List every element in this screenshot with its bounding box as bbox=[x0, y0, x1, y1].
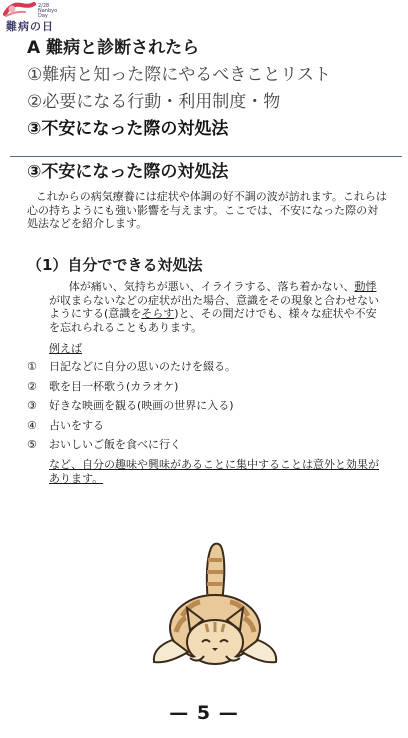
example-label: 例えば bbox=[49, 342, 82, 355]
body-text-part: )と、その間だけでも、様々な症状や不安を忘れられることもあります。 bbox=[49, 307, 377, 334]
toc-heading: A 難病と診断されたら bbox=[27, 38, 200, 58]
toc-item-coping[interactable]: ③不安になった際の対処法 bbox=[27, 119, 229, 139]
body-text-part: 体が痛い、気持ちが悪い、イライラする、落ち着かない、 bbox=[68, 280, 355, 293]
list-number: ③ bbox=[27, 399, 37, 412]
table-of-contents bbox=[27, 36, 331, 144]
list-number: ⑤ bbox=[27, 438, 37, 451]
logo-badge-icon bbox=[3, 2, 37, 18]
cat-illustration-icon bbox=[150, 540, 280, 672]
section-intro: これからの病気療養には症状や体調の好不調の波が訪れます。これらは心の持ちようにも強い影響を与えます。ここでは、不安になった際の対処法などを紹介します。 bbox=[27, 190, 387, 230]
page-number: — 5 — bbox=[169, 702, 239, 724]
toc-item-procedures[interactable]: ②必要になる行動・利用制度・物 bbox=[27, 92, 281, 112]
body-underlined-palpitation: 動悸 bbox=[354, 280, 377, 293]
list-number: ④ bbox=[27, 418, 37, 432]
list-number: ① bbox=[27, 360, 37, 373]
list-item bbox=[27, 359, 236, 379]
body-underlined-divert: そらす bbox=[141, 307, 175, 320]
list-text: 好きな映画を観る(映画の世界に入る) bbox=[49, 399, 234, 412]
list-text: おいしいご飯を食べに行く bbox=[49, 438, 181, 451]
list-text: 日記などに自分の思いのたけを綴る。 bbox=[49, 360, 236, 373]
coping-list bbox=[27, 359, 236, 457]
list-item bbox=[27, 437, 236, 457]
section-title: ③不安になった際の対処法 bbox=[27, 162, 229, 182]
section-divider bbox=[10, 156, 402, 157]
body-text-part: が収まらないなどの症状が出た場合、意識をその現象と合わせないようにする(意識を bbox=[49, 293, 379, 320]
list-text: 占いをする bbox=[49, 418, 104, 432]
nanbyo-day-logo bbox=[3, 2, 78, 33]
list-text: 歌を目一杯歌う(カラオケ) bbox=[49, 379, 179, 393]
subsection-body bbox=[49, 280, 384, 334]
list-number: ② bbox=[27, 379, 37, 393]
closing-note: など、自分の趣味や興味があることに集中することは意外と効果があります。 bbox=[49, 458, 379, 485]
list-item bbox=[27, 398, 236, 418]
list-item bbox=[27, 418, 236, 438]
subsection-title: （1）自分でできる対処法 bbox=[27, 256, 203, 274]
logo-title: 難病の日 bbox=[6, 20, 54, 33]
logo-date-text: 2/28 Nanbyo Day bbox=[38, 3, 58, 19]
toc-item-checklist[interactable]: ①難病と知った際にやるべきことリスト bbox=[27, 65, 331, 85]
list-item bbox=[27, 379, 236, 399]
